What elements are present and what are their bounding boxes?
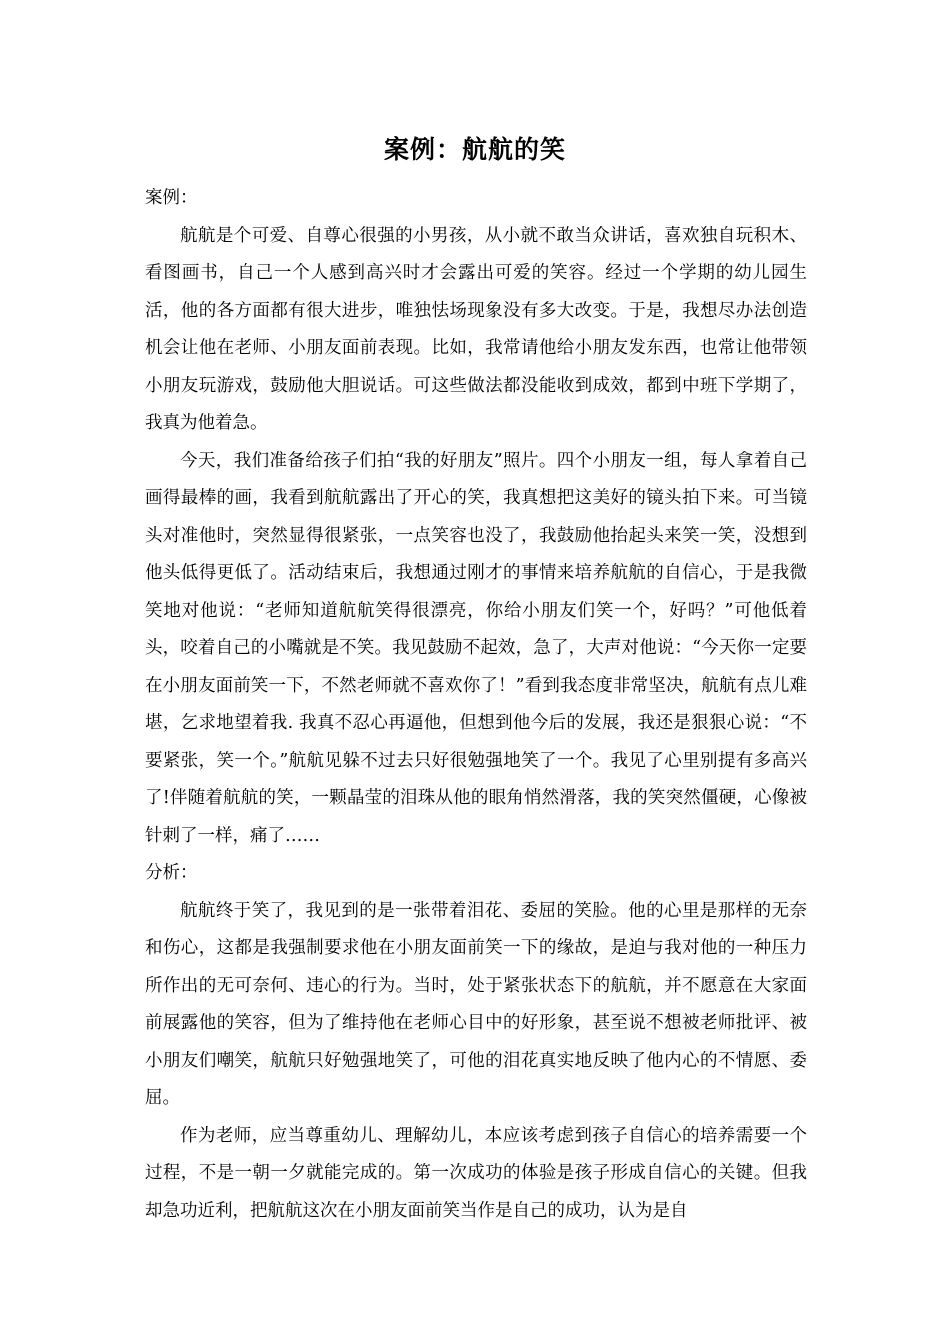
document-body (145, 180, 807, 1230)
case-paragraph: 航航是个可爱、自尊心很强的小男孩，从小就不敢当众讲话，喜欢独自玩积木、看图画书，自己一个人感到高兴时才会露出可爱的笑容。经过一个学期的幼儿园生活，他的各方面都有很大进步，唯独怯场现象没有多大改变。于是，我想尽办法创造机会让他在老师、小朋友面前表现。比如，我常请他给小朋友发东西，也常让他带领小朋友玩游戏，鼓励他大胆说话。可这些做法都没能收到成效，都到中班下学期了，我真为他着急。 (145, 225, 807, 433)
case-label: 案例： (145, 188, 198, 208)
case-paragraph: 今天，我们准备给孩子们拍“我的好朋友”照片。四个小朋友一组，每人拿着自己画得最棒的画，我看到航航露出了开心的笑，我真想把这美好的镜头拍下来。可当镜头对准他时，突然显得很紧张，一点笑容也没了，我鼓励他抬起头来笑一笑，没想到他头低得更低了。活动结束后，我想通过刚才的事情来培养航航的自信心，于是我微笑地对他说：“老师知道航航笑得很漂亮，你给小朋友们笑一个，好吗？”可他低着头，咬着自己的小嘴就是不笑。我见鼓励不起效，急了，大声对他说：“今天你一定要在小朋友面前笑一下，不然老师就不喜欢你了！”看到我态度非常坚决，航航有点儿难堪，乞求地望着我. 我真不忍心再逼他，但想到他今后的发展，我还是狠狠心说：“不要紧张，笑一个。”航航见躲不过去只好很勉强地笑了一个。我见了心里别提有多高兴了!伴随着航航的笑，一颗晶莹的泪珠从他的眼角悄然滑落，我的笑突然僵硬，心像被针刺了一样，痛了…… (145, 450, 807, 846)
page-title: 案例：航航的笑 (383, 135, 566, 164)
analysis-label: 分析： (145, 863, 198, 883)
analysis-paragraph: 航航终于笑了，我见到的是一张带着泪花、委屈的笑脸。他的心里是那样的无奈和伤心，这都是我强制要求他在小朋友面前笑一下的缘故，是迫与我对他的一种压力所作出的无可奈何、违心的行为。当时，处于紧张状态下的航航，并不愿意在大家面前展露他的笑容，但为了维持他在老师心目中的好形象，甚至说不想被老师批评、被小朋友们嘲笑，航航只好勉强地笑了，可他的泪花真实地反映了他内心的不情愿、委屈。 (145, 900, 807, 1108)
analysis-paragraph: 作为老师，应当尊重幼儿、理解幼儿，本应该考虑到孩子自信心的培养需要一个过程，不是一朝一夕就能完成的。第一次成功的体验是孩子形成自信心的关键。但我却急功近利，把航航这次在小朋友面前笑当作是自己的成功，认为是自 (145, 1125, 807, 1221)
